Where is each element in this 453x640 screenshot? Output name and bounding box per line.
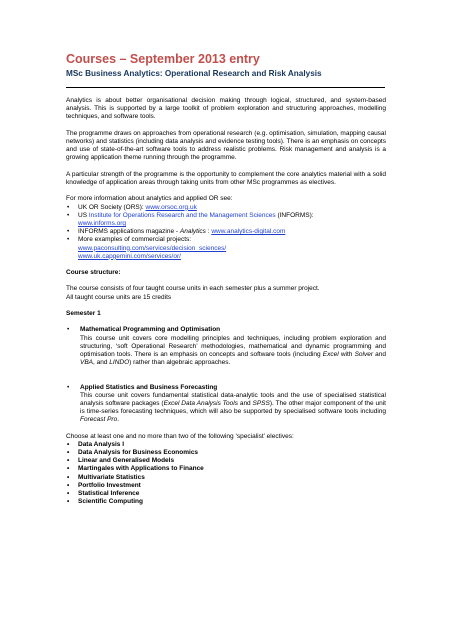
- software-name: Solver: [354, 351, 373, 358]
- course-structure-line-2: All taught course units are 15 credits: [66, 293, 172, 301]
- ors-link[interactable]: www.orsoc.org.uk: [145, 203, 197, 211]
- intro-paragraph-2: The programme draws on approaches from operational research (e.g. optimisation, simulation, mapping causal networks) and statistics (including data analysis and evidence testing tools). There is an emphasis on concepts and use of state-of-the-art software tools to address realistic problems. Risk management and analysis is a growing application theme running through the programme.: [66, 129, 386, 162]
- unit-description-part: , and: [93, 359, 110, 367]
- informs-mag-sep: :: [205, 228, 212, 236]
- more-info-lead: For more information about analytics and applied OR see:: [66, 195, 233, 203]
- elective-item: • Data Analysis for Business Economics: [66, 449, 386, 457]
- list-item: [66, 384, 386, 425]
- us-suffix: (INFORMS):: [275, 211, 314, 219]
- unit-description-part: with: [338, 351, 355, 358]
- semester-1-heading: Semester 1: [66, 310, 101, 317]
- unit-description-part: and: [237, 400, 253, 407]
- unit-description: This course unit covers fundamental statistical data-analytic tools and the use of specialised statistical analysis software packages (: [80, 391, 386, 407]
- title-divider: [66, 87, 385, 88]
- list-item: [66, 228, 386, 236]
- software-name: LINDO: [109, 359, 130, 367]
- semester-1-units: [66, 384, 386, 425]
- unit-description-part: and: [373, 351, 386, 358]
- elective-item: • Statistical Inference: [66, 490, 386, 498]
- informs-mag-label: INFORMS applications magazine -: [78, 228, 180, 236]
- semester-1-units: [66, 326, 386, 367]
- us-label: US: [78, 211, 89, 219]
- capgemini-link[interactable]: www.uk.capgemini.com/services/or/: [78, 252, 181, 260]
- unit-title: Mathematical Programming and Optimisation: [80, 326, 221, 334]
- electives-lead: Choose at least one and no more than two of the following ‘specialist’ electives:: [66, 432, 294, 440]
- paconsulting-link[interactable]: www.paconsulting.com/services/decision_sciences/: [78, 244, 227, 252]
- unit-title: Applied Statistics and Business Forecasting: [80, 383, 218, 391]
- software-name: Excel: [322, 351, 339, 358]
- unit-description-part: ). The other major component of the unit is time-series forecasting techniques, which will also be supported by specialised software tools including: [80, 400, 386, 416]
- ors-label: UK OR Society (ORS):: [78, 203, 146, 211]
- elective-item: • Scientific Computing: [66, 498, 386, 506]
- unit-description: This course unit covers core modelling principles and techniques, including problem exploration and structuring, ‘soft Operational Research’ methodologies, mathematical and dynamic programming and optimisation tools. There is an emphasis on concepts and software tools (including: [80, 334, 386, 358]
- intro-paragraph-1: Analytics is about better organisational decision making through logical, structured, and system-based analysis. This is supported by a large toolkit of problem exploration and structuring approaches, modelling techniques, and software tools.: [66, 97, 386, 121]
- elective-item: • Multivariate Statistics: [66, 474, 386, 482]
- elective-item: • Linear and Generalised Models: [66, 457, 386, 465]
- list-item: [66, 204, 386, 212]
- list-item: [66, 212, 386, 228]
- list-item: [66, 236, 386, 261]
- software-name: SPSS: [252, 400, 270, 407]
- elective-item: • Data Analysis I: [66, 441, 386, 449]
- software-name: Excel Data Analysis Tools: [163, 400, 238, 407]
- unit-description-part: .: [117, 416, 120, 424]
- page-title: Courses – September 2013 entry: [66, 52, 260, 66]
- electives-list: [66, 441, 386, 507]
- informs-institute-name: Institute for Operations Research and the Management Sciences: [88, 211, 276, 219]
- elective-item: • Martingales with Applications to Finance: [66, 465, 386, 473]
- course-structure-heading: Course structure:: [66, 269, 121, 277]
- list-item: [66, 326, 386, 367]
- software-name: Forecast Pro: [80, 416, 118, 424]
- document-body: [66, 97, 386, 514]
- software-name: VBA: [80, 359, 94, 367]
- course-structure-line-1: The course consists of four taught course units in each semester plus a summer project.: [66, 285, 320, 293]
- unit-description-part: ) rather than algebraic approaches.: [129, 359, 231, 367]
- informs-link[interactable]: www.informs.org: [78, 220, 127, 227]
- more-info-list: [66, 204, 386, 261]
- spacer: [66, 375, 386, 383]
- intro-paragraph-3: A particular strength of the programme is the opportunity to complement the core analytics material with a solid knowledge of application areas through taking units from other MSc programmes as electives.: [66, 170, 386, 186]
- examples-label: More examples of commercial projects:: [78, 236, 192, 244]
- analytics-title: Analytics: [179, 228, 206, 236]
- analytics-digital-link[interactable]: www.analytics-digital.com: [211, 228, 286, 236]
- elective-item: • Portfolio Investment: [66, 482, 386, 490]
- page-subtitle: MSc Business Analytics: Operational Research and Risk Analysis: [66, 69, 322, 78]
